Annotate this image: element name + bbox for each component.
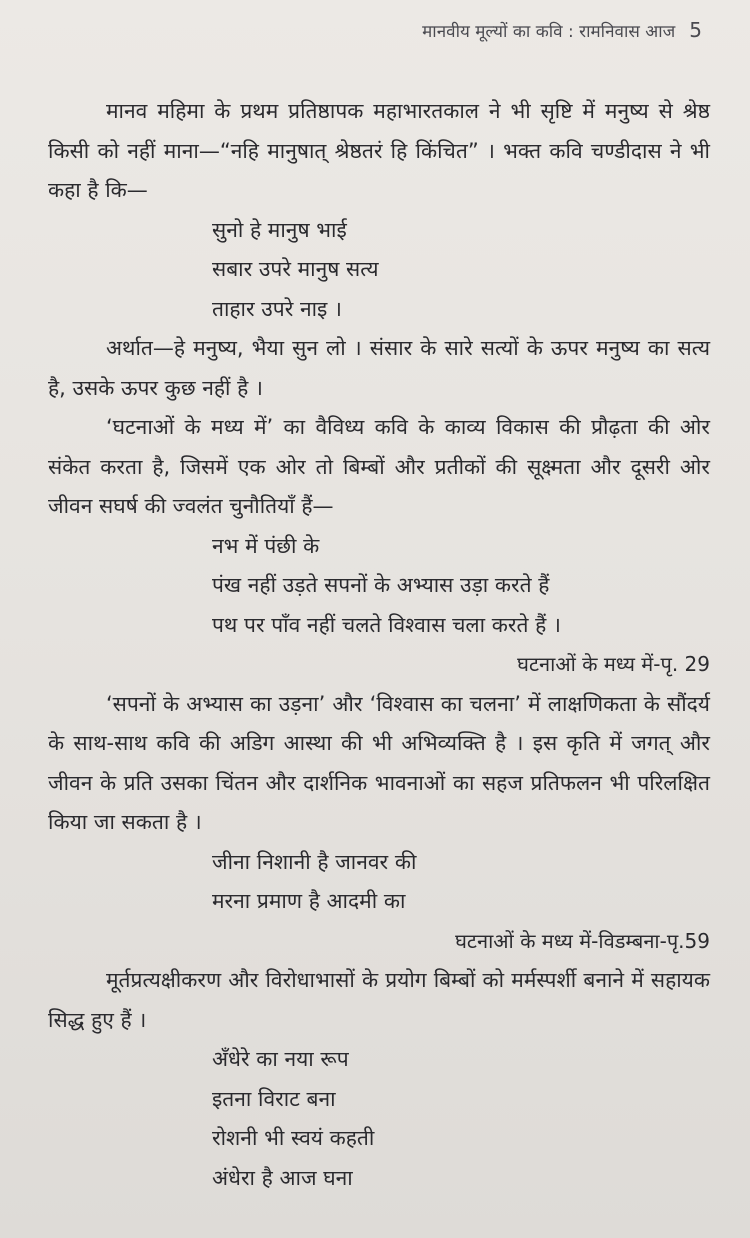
verse-line: नभ में पंछी के xyxy=(212,533,320,558)
paragraph-4: ‘सपनों के अभ्यास का उड़ना’ और ‘विश्वास का चलना’ में लाक्षणिकता के सौंदर्य के साथ-साथ कवि की अडिग आस्था की भी अभिव्यक्ति है । इस कृति में जगत् और जीवन के प्रति उसका चिंतन और दार्शनिक भावनाओं का सहज प्रतिफलन भी परिलक्षित किया जा सकता है । xyxy=(48,691,710,834)
citation-2: घटनाओं के मध्य में-विडम्बना-पृ.59 xyxy=(455,928,710,953)
paragraph-3: ‘घटनाओं के मध्य में’ का वैविध्य कवि के काव्य विकास की प्रौढ़ता की ओर संकेत करता है, जिसमें एक ओर तो बिम्बों और प्रतीकों की सूक्ष्मता और दूसरी ओर जीवन सघर्ष की ज्वलंत चुनौतियाँ हैं— xyxy=(48,415,710,518)
paragraph-5: मूर्तप्रत्यक्षीकरण और विरोधाभासों के प्रयोग बिम्बों को मर्मस्पर्शी बनाने में सहायक सिद्ध हुए हैं । xyxy=(48,968,710,1032)
verse-life-death xyxy=(48,843,710,922)
page-number: 5 xyxy=(689,18,702,42)
verse-darkness xyxy=(48,1040,710,1198)
verse-line: सुनो हे मानुष भाई xyxy=(212,217,347,242)
verse-line: पथ पर पाँव नहीं चलते विश्वास चला करते हैं । xyxy=(212,612,561,637)
citation-1: घटनाओं के मध्य में-पृ. 29 xyxy=(517,652,710,676)
verse-line: अँधेरे का नया रूप xyxy=(212,1047,349,1071)
page-body xyxy=(48,92,710,1198)
verse-line: सबार उपरे मानुष सत्य xyxy=(212,257,379,281)
verse-chandidas xyxy=(48,211,710,330)
verse-line: जीना निशानी है जानवर की xyxy=(212,849,417,874)
paragraph-1: मानव महिमा के प्रथम प्रतिष्ठापक महाभारतकाल ने भी सृष्टि में मनुष्य से श्रेष्ठ किसी को नहीं माना—“नहि मानुषात् श्रेष्ठतरं हि किंचित” । भक्त कवि चण्डीदास ने भी कहा है कि— xyxy=(48,99,710,202)
verse-line: पंख नहीं उड़ते सपनों के अभ्यास उड़ा करते हैं xyxy=(212,573,550,597)
verse-line: रोशनी भी स्वयं कहती xyxy=(212,1126,375,1150)
running-title: मानवीय मूल्यों का कवि : रामनिवास आज xyxy=(422,22,676,42)
verse-sky-bird xyxy=(48,527,710,646)
verse-line: ताहार उपरे नाइ । xyxy=(212,296,343,321)
verse-line: मरना प्रमाण है आदमी का xyxy=(212,889,406,913)
running-header xyxy=(422,18,702,42)
verse-line: अंधेरा है आज घना xyxy=(212,1165,353,1190)
paragraph-2: अर्थात—हे मनुष्य, भैया सुन लो । संसार के सारे सत्यों के ऊपर मनुष्य का सत्य है, उसके ऊपर कुछ नहीं है । xyxy=(48,336,710,400)
verse-line: इतना विराट बना xyxy=(212,1086,336,1111)
